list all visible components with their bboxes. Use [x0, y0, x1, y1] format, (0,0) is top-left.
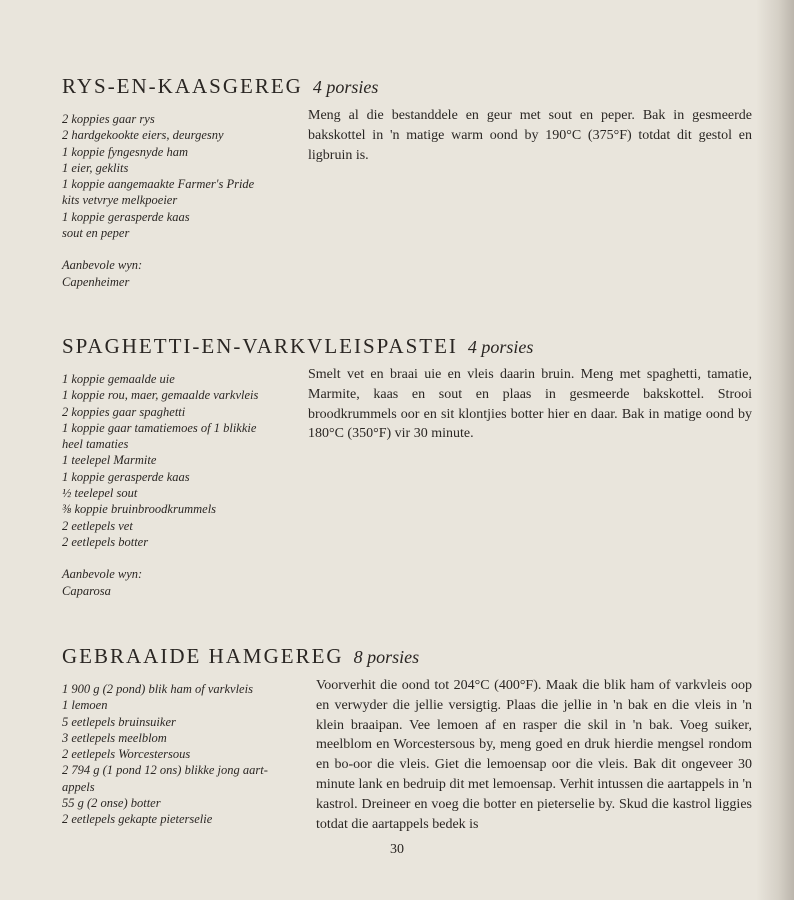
ingredient-list	[62, 371, 306, 600]
recipe-rys-en-kaasgereg	[62, 74, 752, 291]
page-number: 30	[390, 842, 404, 857]
ingredient-item: 2 hardgekookte eiers, deurgesny	[62, 128, 224, 143]
ingredient-item: 3 eetlepels meelblom	[62, 730, 167, 745]
recipe-method: Meng al die bestanddele en geur met sout en peper. Bak in gesmeerde bakskottel in 'n matige warm oond by 190°C (375°F) totdat dit gestol en ligbruin is.	[308, 108, 752, 163]
ingredient-item: 1 koppie rou, maer, gemaalde varkvleis	[62, 388, 259, 403]
page-edge-shadow	[756, 0, 794, 900]
recipe-title	[62, 644, 752, 669]
ingredient-item: 1 koppie gemaalde uie	[62, 372, 175, 386]
recipe-method: Smelt vet en braai uie en vleis daarin bruin. Meng met spaghetti, tamatie, Marmite, kaas en sout en plaas in gesmeerde bakskottel. Strooi broodkrummels oor en sit klontjies botter hier en daar. Bak in matige oond by 180°C (350°F) vir 30 minute.	[308, 367, 752, 442]
ingredient-item: 1 eier, geklits	[62, 160, 129, 175]
recipe-title	[62, 74, 752, 99]
ingredient-item: 1 koppie fyngesnyde ham	[62, 144, 189, 159]
wine-label: Aanbevole wyn:	[62, 258, 143, 273]
wine-name: Caparosa	[62, 584, 111, 599]
ingredient-item: 1 lemoen	[62, 698, 108, 713]
recipe-title-text: RYS-EN-KAASGEREG	[62, 74, 303, 98]
ingredient-item: 1 koppie aangemaakte Farmer's Pride	[62, 177, 255, 192]
ingredient-item: 2 eetlepels vet	[62, 518, 133, 533]
ingredient-item: 1 koppie gaar tamatiemoes of 1 blikkie	[62, 420, 257, 435]
ingredient-item: 2 eetlepels gekapte pieterselie	[62, 812, 213, 827]
ingredient-item: 1 koppie gerasperde kaas	[62, 209, 190, 224]
ingredient-item: ½ teelepel sout	[62, 486, 138, 501]
ingredient-item: 55 g (2 onse) botter	[62, 796, 161, 811]
ingredient-item: 5 eetlepels bruinsuiker	[62, 714, 176, 729]
ingredient-item: heel tamaties	[62, 437, 129, 452]
recipe-gebraaide-hamgereg	[62, 644, 752, 834]
ingredient-item: 2 koppies gaar rys	[62, 112, 155, 126]
ingredient-list	[62, 681, 306, 834]
ingredient-item: kits vetvrye melkpoeier	[62, 193, 178, 208]
ingredient-item: sout en peper	[62, 226, 130, 241]
ingredient-item: 2 eetlepels botter	[62, 534, 149, 549]
wine-label: Aanbevole wyn:	[62, 567, 143, 582]
ingredient-item: appels	[62, 779, 95, 794]
recipe-title-text: GEBRAAIDE HAMGEREG	[62, 644, 344, 668]
ingredient-list	[62, 111, 306, 291]
recipe-servings: 4 porsies	[312, 77, 379, 97]
wine-recommendation	[62, 257, 306, 291]
ingredient-item: ⅜ koppie bruinbroodkrummels	[62, 502, 217, 517]
ingredient-item: 1 teelepel Marmite	[62, 453, 157, 468]
wine-recommendation	[62, 566, 306, 600]
recipe-servings: 4 porsies	[467, 337, 534, 357]
ingredient-item: 1 koppie gerasperde kaas	[62, 469, 190, 484]
ingredient-item: 2 koppies gaar spaghetti	[62, 404, 186, 419]
recipe-spaghetti-en-varkvleispastei	[62, 334, 752, 600]
ingredient-item: 2 eetlepels Worcestersous	[62, 747, 191, 762]
recipe-servings: 8 porsies	[353, 647, 420, 667]
ingredient-item: 1 900 g (2 pond) blik ham of varkvleis	[62, 682, 253, 696]
recipe-title	[62, 334, 752, 359]
ingredient-item: 2 794 g (1 pond 12 ons) blikke jong aart-	[62, 763, 268, 778]
recipe-method: Voorverhit die oond tot 204°C (400°F). Maak die blik ham of varkvleis oop en verwyder die jellie versigtig. Plaas die jellie in 'n bak en die vleis in 'n klein braaipan. Vee lemoen af en rasper die skil in 'n bak. Voeg suiker, meelblom en Worcestersous by, meng goed en druk hierdie mengsel rondom en bo-oor die vleis. Giet die lemoensap oor die vleis. Bak dit ongeveer 30 minute lank en bedruip dit met lemoensap. Verhit intussen die aartappels in 'n kastrol. Dreineer en voeg die botter en pieterselie by. Skud die kastrol liggies totdat die aartappels bedek is	[316, 678, 752, 832]
wine-name: Capenheimer	[62, 275, 130, 290]
recipe-title-text: SPAGHETTI-EN-VARKVLEISPASTEI	[62, 334, 458, 358]
